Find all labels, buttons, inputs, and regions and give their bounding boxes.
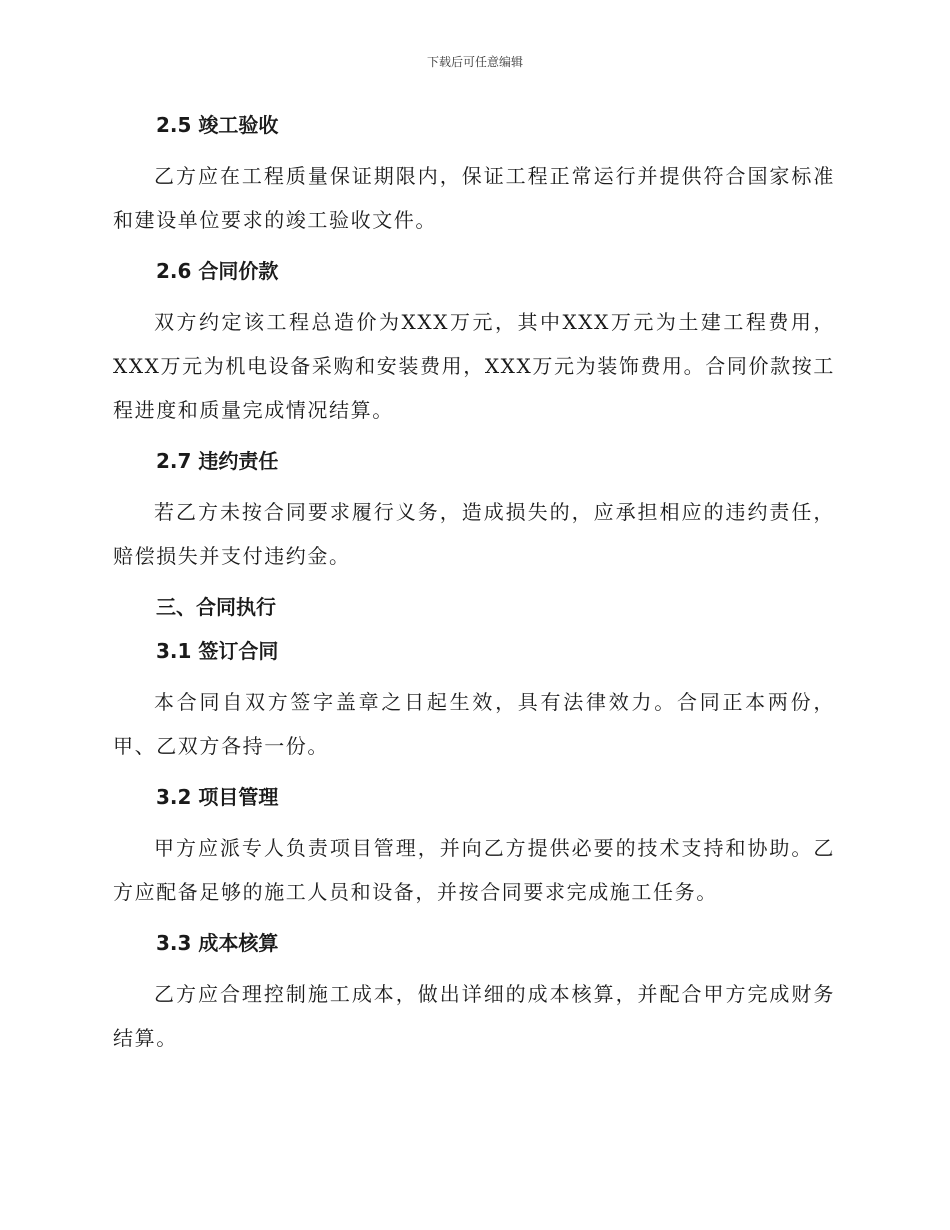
document-body [113, 110, 835, 1074]
paragraph-3-2: 甲方应派专人负责项目管理，并向乙方提供必要的技术支持和协助。乙方应配备足够的施工人员和设备，并按合同要求完成施工任务。 [113, 836, 835, 904]
section-heading-3-3: 3.3 成本核算 [156, 931, 279, 955]
paragraph-2-6: 双方约定该工程总造价为XXX万元，其中XXX万元为土建工程费用，XXX万元为机电设备采购和安装费用，XXX万元为装饰费用。合同价款按工程进度和质量完成情况结算。 [113, 310, 835, 422]
paragraph-3-3: 乙方应合理控制施工成本，做出详细的成本核算，并配合甲方完成财务结算。 [113, 982, 835, 1050]
section-heading-2-7: 2.7 违约责任 [156, 449, 279, 473]
section-heading-3-2: 3.2 项目管理 [156, 785, 279, 809]
chapter-heading-3: 三、合同执行 [156, 595, 276, 619]
paragraph-2-5: 乙方应在工程质量保证期限内，保证工程正常运行并提供符合国家标准和建设单位要求的竣工验收文件。 [113, 164, 835, 232]
paragraph-2-7: 若乙方未按合同要求履行义务，造成损失的，应承担相应的违约责任，赔偿损失并支付违约金。 [113, 500, 835, 568]
paragraph-3-1: 本合同自双方签字盖章之日起生效，具有法律效力。合同正本两份，甲、乙双方各持一份。 [113, 690, 835, 758]
section-heading-2-6: 2.6 合同价款 [156, 259, 279, 283]
section-heading-2-5: 2.5 竣工验收 [156, 113, 279, 137]
section-heading-3-1: 3.1 签订合同 [156, 639, 279, 663]
page-header-note: 下载后可任意编辑 [426, 55, 523, 69]
